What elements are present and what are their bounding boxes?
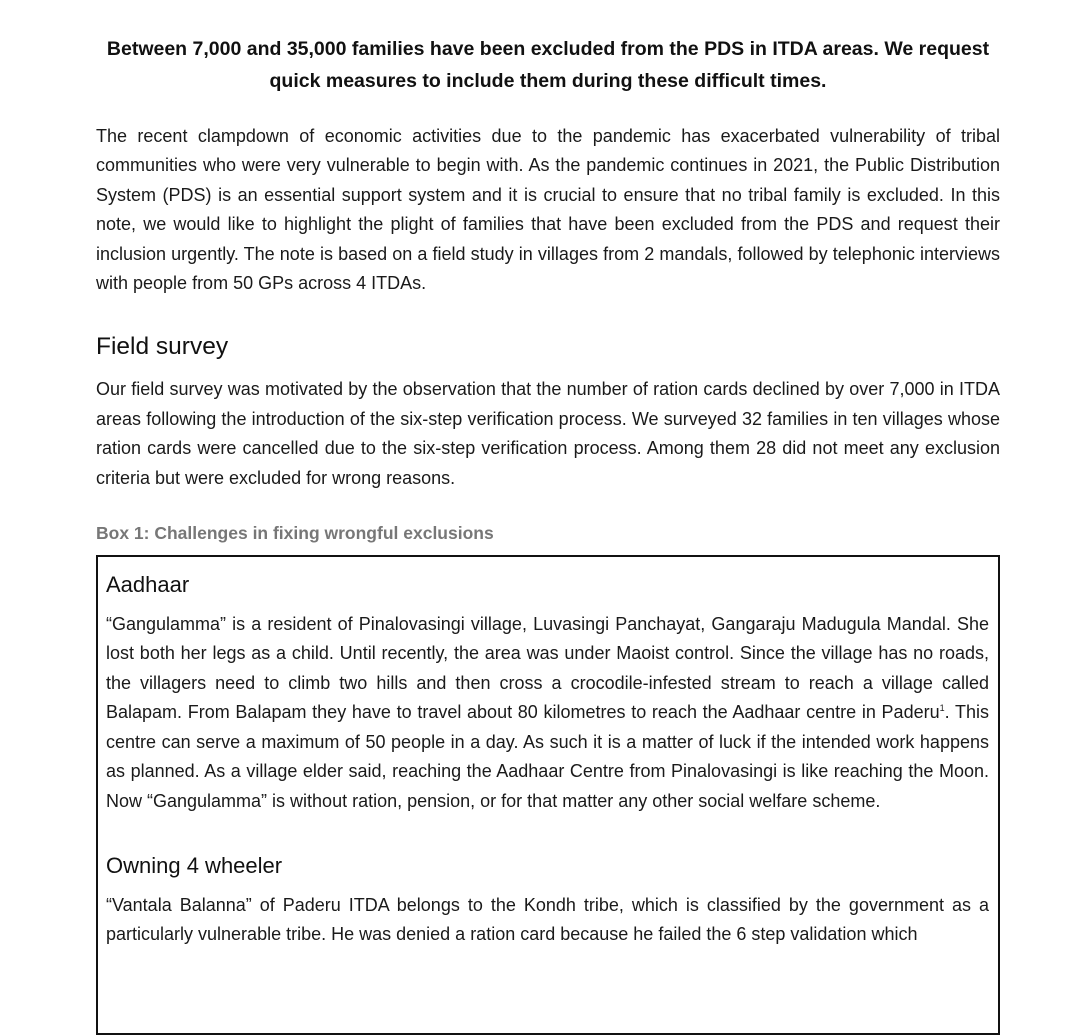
footnote-marker: 1 — [939, 703, 945, 714]
aadhaar-text-part-2: . This centre can serve a maximum of 50 people in a day. As such it is a matter of luck if the intended work happens as planned. As a village elder said, reaching the Aadhaar Centre from Pinalovasingi is like reaching the Moon. Now “Gangulamma” is without ration, pension, or for that matter any other social welfare scheme. — [106, 702, 990, 811]
field-survey-heading: Field survey — [96, 333, 229, 361]
aadhaar-heading: Aadhaar — [106, 572, 190, 598]
box-caption: Box 1: Challenges in fixing wrongful exclusions — [96, 523, 494, 544]
document-page — [96, 0, 1000, 1035]
headline: Between 7,000 and 35,000 families have been excluded from the PDS in ITDA areas. We request quick measures to include them during these difficult times. — [106, 38, 990, 92]
aadhaar-text-part-1: “Gangulamma” is a resident of Pinalovasingi village, Luvasingi Panchayat, Gangaraju Madugula Mandal. She lost both her legs as a child. Until recently, the area was under Maoist control. Since the village has no roads, the villagers need to climb two hills and then cross a crocodile-infested stream to reach a village called Balapam. From Balapam they have to travel about 80 kilometres to reach the Aadhaar centre in Paderu — [106, 614, 989, 723]
challenges-box — [96, 555, 1000, 1035]
four-wheeler-paragraph: “Vantala Balanna” of Paderu ITDA belongs to the Kondh tribe, which is classified by the government as a particularly vulnerable tribe. He was denied a ration card because he failed the 6 step validation which — [106, 894, 989, 945]
intro-paragraph: The recent clampdown of economic activities due to the pandemic has exacerbated vulnerability of tribal communities who were very vulnerable to begin with. As the pandemic continues in 2021, the Public Distribution System (PDS) is an essential support system and it is crucial to ensure that no tribal family is excluded. In this note, we would like to highlight the plight of families that have been excluded from the PDS and request their inclusion urgently. The note is based on a field study in villages from 2 mandals, followed by telephonic interviews with people from 50 GPs across 4 ITDAs. — [96, 126, 1000, 294]
aadhaar-paragraph — [106, 610, 989, 816]
field-survey-paragraph: Our field survey was motivated by the observation that the number of ration cards declined by over 7,000 in ITDA areas following the introduction of the six-step verification process. We surveyed 32 families in ten villages whose ration cards were cancelled due to the six-step verification process. Among them 28 did not meet any exclusion criteria but were excluded for wrong reasons. — [96, 379, 1000, 488]
four-wheeler-heading: Owning 4 wheeler — [106, 852, 283, 878]
